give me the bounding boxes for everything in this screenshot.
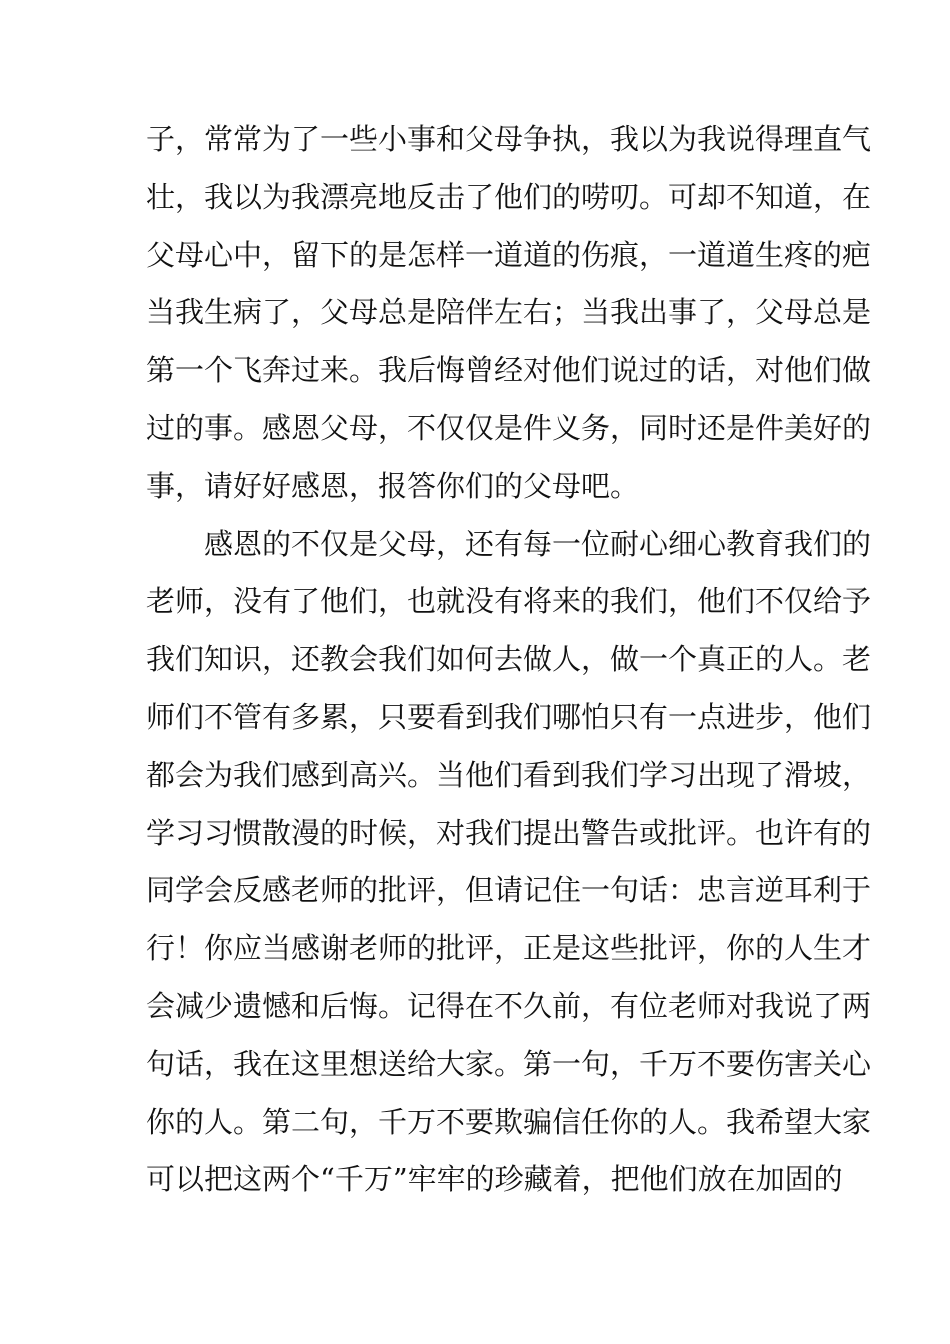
text-line: 壮，我以为我漂亮地反击了他们的唠叨。可却不知道，在 (146, 179, 872, 214)
text-line: 老师，没有了他们，也就没有将来的我们，他们不仅给予 (146, 584, 872, 619)
text-line: 都会为我们感到高兴。当他们看到我们学习出现了滑坡， (146, 757, 872, 792)
text-line: 可以把这两个“千万”牢牢的珍藏着，把他们放在加固的 (146, 1162, 843, 1197)
body-text (146, 111, 872, 1209)
text-line: 会减少遗憾和后悔。记得在不久前，有位老师对我说了两 (146, 988, 872, 1023)
text-line: 过的事。感恩父母，不仅仅是件义务，同时还是件美好的 (146, 410, 872, 445)
text-line: 子，常常为了一些小事和父母争执，我以为我说得理直气 (146, 122, 872, 156)
text-line: 行！你应当感谢老师的批评，正是这些批评，你的人生才 (146, 931, 872, 966)
text-line: 当我生病了，父母总是陪伴左右；当我出事了，父母总是 (146, 295, 872, 330)
text-line: 父母心中，留下的是怎样一道道的伤痕，一道道生疼的疤 (146, 237, 872, 272)
text-line: 第一个飞奔过来。我后悔曾经对他们说过的话，对他们做 (146, 353, 872, 388)
text-line: 同学会反感老师的批评，但请记住一句话：忠言逆耳利于 (146, 873, 872, 908)
text-line: 师们不管有多累，只要看到我们哪怕只有一点进步，他们 (146, 699, 872, 734)
paragraph-end-line: 事，请好好感恩，报答你们的父母吧。 (146, 468, 640, 503)
text-line: 句话，我在这里想送给大家。第一句，千万不要伤害关心 (146, 1046, 872, 1081)
text-line: 学习习惯散漫的时候，对我们提出警告或批评。也许有的 (146, 815, 872, 850)
paragraph-start-line: 感恩的不仅是父母，还有每一位耐心细心教育我们的 (204, 526, 872, 561)
text-line: 我们知识，还教会我们如何去做人，做一个真正的人。老 (146, 642, 872, 677)
text-line: 你的人。第二句，千万不要欺骗信任你的人。我希望大家 (146, 1104, 872, 1139)
